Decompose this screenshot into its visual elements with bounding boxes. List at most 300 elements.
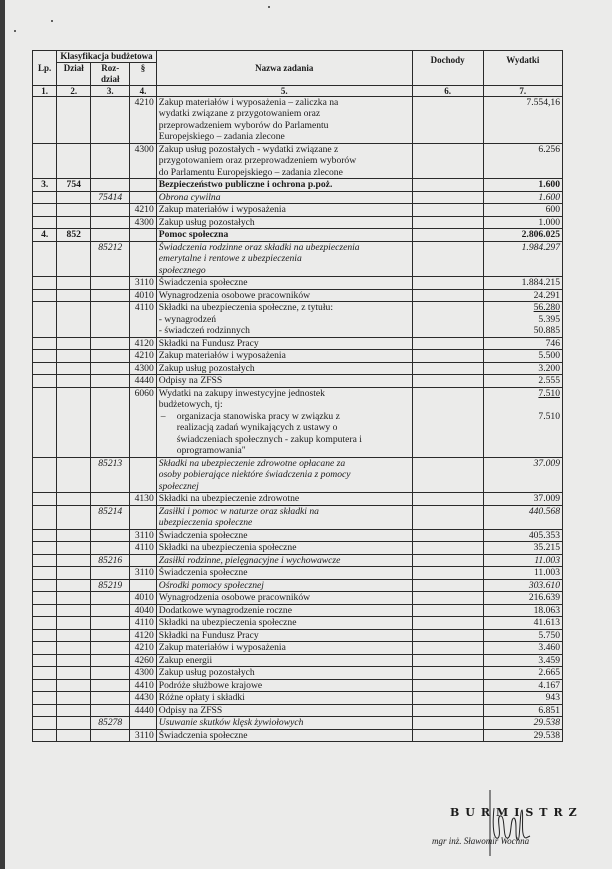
column-number: 1. xyxy=(33,85,57,96)
cell-dochody xyxy=(412,529,483,542)
table-row xyxy=(33,729,563,742)
cell-paragraf: 3110 xyxy=(130,529,156,542)
table-row xyxy=(33,216,563,229)
cell-nazwa xyxy=(156,592,412,605)
cell-nazwa xyxy=(156,717,412,730)
table-row xyxy=(33,529,563,542)
wydatki-value: 2.555 xyxy=(538,375,560,386)
cell-dzial xyxy=(57,704,91,717)
cell-lp xyxy=(33,629,57,642)
table-row xyxy=(33,604,563,617)
cell-paragraf: 4120 xyxy=(130,337,156,350)
cell-dochody xyxy=(412,493,483,506)
cell-rozdzial xyxy=(91,289,130,302)
nazwa-line: Świadczenia społeczne xyxy=(158,729,248,741)
cell-nazwa xyxy=(156,692,412,705)
cell-dzial xyxy=(57,375,91,388)
cell-dzial xyxy=(57,387,91,457)
cell-lp xyxy=(33,579,57,592)
cell-wydatki xyxy=(483,229,562,242)
cell-rozdzial xyxy=(91,337,130,350)
cell-lp xyxy=(33,529,57,542)
cell-paragraf: 4430 xyxy=(130,692,156,705)
cell-dzial xyxy=(57,617,91,630)
wydatki-value: 6.851 xyxy=(538,704,560,716)
cell-dochody xyxy=(412,729,483,742)
cell-nazwa xyxy=(156,387,412,457)
cell-wydatki xyxy=(483,579,562,592)
column-number: 5. xyxy=(156,85,412,96)
table-row xyxy=(33,350,563,363)
cell-dochody xyxy=(412,717,483,730)
bullet-line: świadczeniach społecznych - zakup komputera i xyxy=(176,433,362,445)
cell-paragraf: 4410 xyxy=(130,679,156,692)
wydatki-value: 5.750 xyxy=(538,629,560,641)
cell-nazwa xyxy=(156,642,412,655)
cell-lp xyxy=(33,350,57,363)
header-lp: Lp. xyxy=(33,51,57,86)
nazwa-line: Zakup usług pozostałych xyxy=(158,216,255,228)
cell-dzial xyxy=(57,96,91,143)
wydatki-value: 303.610 xyxy=(528,579,560,591)
table-row xyxy=(33,542,563,555)
cell-rozdzial: 75414 xyxy=(91,191,130,204)
nazwa-line: przeprowadzeniem wyborów do Parlamentu xyxy=(158,119,329,131)
cell-paragraf: 3110 xyxy=(130,729,156,742)
column-numbers-row xyxy=(33,85,563,96)
cell-nazwa xyxy=(156,554,412,567)
cell-dochody xyxy=(412,692,483,705)
cell-paragraf: 4210 xyxy=(130,642,156,655)
cell-nazwa xyxy=(156,505,412,529)
cell-paragraf: 4110 xyxy=(130,542,156,555)
scan-edge xyxy=(0,0,5,869)
cell-nazwa xyxy=(156,457,412,493)
cell-dochody xyxy=(412,204,483,217)
cell-nazwa xyxy=(156,204,412,217)
cell-lp xyxy=(33,592,57,605)
cell-paragraf: 4440 xyxy=(130,375,156,388)
nazwa-line: Wydatki na zakupy inwestycyjne jednostek xyxy=(158,387,325,399)
cell-paragraf xyxy=(130,229,156,242)
cell-lp xyxy=(33,717,57,730)
cell-nazwa xyxy=(156,362,412,375)
subsection-row xyxy=(33,717,563,730)
cell-lp xyxy=(33,704,57,717)
cell-nazwa xyxy=(156,143,412,179)
header-wydatki: Wydatki xyxy=(483,51,562,86)
wydatki-value: 1.600 xyxy=(538,179,560,190)
cell-dzial xyxy=(57,302,91,338)
cell-dzial xyxy=(57,654,91,667)
nazwa-line: Dodatkowe wynagrodzenie roczne xyxy=(158,604,292,616)
cell-paragraf: 4440 xyxy=(130,704,156,717)
cell-rozdzial: 85219 xyxy=(91,579,130,592)
cell-nazwa xyxy=(156,277,412,290)
cell-rozdzial xyxy=(91,654,130,667)
cell-dzial xyxy=(57,542,91,555)
wydatki-value: 6.256 xyxy=(538,143,560,155)
cell-paragraf: 4300 xyxy=(130,216,156,229)
cell-wydatki xyxy=(483,362,562,375)
cell-dochody xyxy=(412,302,483,338)
cell-dochody xyxy=(412,604,483,617)
subsection-row xyxy=(33,554,563,567)
cell-wydatki xyxy=(483,654,562,667)
wydatki-value: 37.009 xyxy=(533,457,560,469)
cell-rozdzial xyxy=(91,542,130,555)
subsection-row xyxy=(33,457,563,493)
column-number: 6. xyxy=(412,85,483,96)
nazwa-line: Świadczenia społeczne xyxy=(158,529,248,541)
table-row xyxy=(33,277,563,290)
cell-lp xyxy=(33,362,57,375)
nazwa-line: - świadczeń rodzinnych xyxy=(158,325,250,336)
nazwa-line: Zakup usług pozostałych xyxy=(158,667,255,678)
cell-paragraf xyxy=(130,179,156,192)
cell-nazwa xyxy=(156,729,412,742)
cell-dochody xyxy=(412,617,483,630)
cell-dzial xyxy=(57,592,91,605)
cell-rozdzial: 85212 xyxy=(91,241,130,277)
cell-nazwa xyxy=(156,493,412,506)
cell-dochody xyxy=(412,579,483,592)
cell-lp xyxy=(33,567,57,580)
cell-wydatki xyxy=(483,191,562,204)
nazwa-line: emerytalne i rentowe z ubezpieczenia xyxy=(158,253,302,264)
nazwa-line: Zakup usług pozostałych - wydatki związane z xyxy=(158,143,339,155)
wydatki-value: 1.600 xyxy=(538,191,560,203)
cell-rozdzial xyxy=(91,216,130,229)
cell-nazwa xyxy=(156,375,412,388)
cell-paragraf xyxy=(130,191,156,204)
cell-rozdzial xyxy=(91,729,130,742)
cell-lp xyxy=(33,457,57,493)
table-row xyxy=(33,679,563,692)
cell-paragraf: 3110 xyxy=(130,567,156,580)
cell-rozdzial xyxy=(91,375,130,388)
cell-rozdzial: 85278 xyxy=(91,717,130,730)
wydatki-value: 24.291 xyxy=(533,289,560,301)
cell-dzial xyxy=(57,277,91,290)
wydatki-value xyxy=(486,399,560,411)
nazwa-line: Składki na Fundusz Pracy xyxy=(158,629,259,641)
cell-paragraf: 4130 xyxy=(130,493,156,506)
cell-dochody xyxy=(412,143,483,179)
cell-dochody xyxy=(412,554,483,567)
cell-dzial xyxy=(57,241,91,277)
table-row xyxy=(33,143,563,179)
nazwa-line: Usuwanie skutków klęsk żywiołowych xyxy=(158,717,304,728)
cell-dzial xyxy=(57,493,91,506)
cell-dochody xyxy=(412,216,483,229)
cell-lp xyxy=(33,302,57,338)
cell-lp xyxy=(33,375,57,388)
cell-dochody xyxy=(412,667,483,680)
cell-rozdzial xyxy=(91,604,130,617)
wydatki-value: 5.500 xyxy=(538,350,560,361)
section-row xyxy=(33,179,563,192)
cell-paragraf xyxy=(130,505,156,529)
cell-lp xyxy=(33,493,57,506)
cell-wydatki xyxy=(483,387,562,457)
cell-lp xyxy=(33,667,57,680)
cell-dzial xyxy=(57,337,91,350)
cell-paragraf: 4260 xyxy=(130,654,156,667)
cell-dochody xyxy=(412,387,483,457)
cell-wydatki xyxy=(483,642,562,655)
cell-dzial xyxy=(57,529,91,542)
wydatki-value: 1.984.297 xyxy=(521,241,560,253)
nazwa-line: Zasiłki rodzinne, pielęgnacyjne i wychowawcze xyxy=(158,554,341,566)
nazwa-line: Świadczenia społeczne xyxy=(158,277,248,288)
cell-paragraf: 4210 xyxy=(130,204,156,217)
cell-rozdzial xyxy=(91,642,130,655)
nazwa-line: Zakup energii xyxy=(158,654,213,666)
section-row xyxy=(33,229,563,242)
wydatki-value: 216.639 xyxy=(528,592,560,603)
cell-lp xyxy=(33,337,57,350)
cell-dzial xyxy=(57,579,91,592)
cell-rozdzial xyxy=(91,277,130,290)
cell-rozdzial xyxy=(91,617,130,630)
cell-dochody xyxy=(412,241,483,277)
cell-lp xyxy=(33,204,57,217)
cell-dochody xyxy=(412,542,483,555)
table-row xyxy=(33,375,563,388)
nazwa-line: Wynagrodzenia osobowe pracowników xyxy=(158,592,311,603)
cell-nazwa xyxy=(156,529,412,542)
cell-rozdzial xyxy=(91,629,130,642)
cell-lp: 3. xyxy=(33,179,57,192)
cell-paragraf xyxy=(130,554,156,567)
cell-lp xyxy=(33,505,57,529)
cell-wydatki xyxy=(483,617,562,630)
cell-rozdzial: 85213 xyxy=(91,457,130,493)
cell-dzial xyxy=(57,567,91,580)
cell-paragraf xyxy=(130,241,156,277)
cell-rozdzial xyxy=(91,96,130,143)
cell-dzial xyxy=(57,216,91,229)
cell-dochody xyxy=(412,289,483,302)
wydatki-value: 3.460 xyxy=(538,642,560,653)
wydatki-value: 50.885 xyxy=(533,325,560,336)
cell-lp xyxy=(33,241,57,277)
cell-dzial xyxy=(57,554,91,567)
table-row xyxy=(33,493,563,506)
wydatki-value: 2.806.025 xyxy=(521,229,560,240)
cell-dochody xyxy=(412,191,483,204)
cell-dochody xyxy=(412,457,483,493)
bullet-item xyxy=(159,411,410,457)
cell-wydatki xyxy=(483,567,562,580)
cell-rozdzial xyxy=(91,387,130,457)
cell-wydatki xyxy=(483,204,562,217)
nazwa-line: Różne opłaty i składki xyxy=(158,692,245,703)
signature-block xyxy=(432,800,610,865)
cell-dzial: 852 xyxy=(57,229,91,242)
cell-nazwa xyxy=(156,567,412,580)
cell-lp xyxy=(33,654,57,667)
column-number: 7. xyxy=(483,85,562,96)
nazwa-line: Zakup materiałów i wyposażenia – zaliczka na xyxy=(158,96,339,108)
cell-rozdzial xyxy=(91,204,130,217)
cell-nazwa xyxy=(156,289,412,302)
cell-paragraf: 4110 xyxy=(130,302,156,338)
cell-paragraf: 4040 xyxy=(130,604,156,617)
nazwa-line: - wynagrodzeń xyxy=(158,313,217,325)
cell-paragraf xyxy=(130,457,156,493)
wydatki-value: 5.395 xyxy=(538,313,560,325)
cell-paragraf: 6060 xyxy=(130,387,156,457)
cell-lp xyxy=(33,679,57,692)
header-paragraf: § xyxy=(130,62,156,85)
wydatki-value: 35.215 xyxy=(533,542,560,553)
table-row xyxy=(33,204,563,217)
cell-paragraf: 4010 xyxy=(130,592,156,605)
nazwa-line: ubezpieczenia społeczne xyxy=(158,517,253,528)
cell-dochody xyxy=(412,505,483,529)
nazwa-line: Obrona cywilna xyxy=(158,191,221,203)
cell-dzial xyxy=(57,191,91,204)
table-row xyxy=(33,667,563,680)
subsection-row xyxy=(33,579,563,592)
cell-dochody xyxy=(412,179,483,192)
cell-dzial xyxy=(57,667,91,680)
cell-wydatki xyxy=(483,542,562,555)
nazwa-line: osoby pobierające niektóre świadczenia z pomocy xyxy=(158,469,351,480)
cell-nazwa xyxy=(156,704,412,717)
wydatki-value: 29.538 xyxy=(533,729,560,741)
nazwa-line: przygotowaniem oraz przeprowadzeniem wyborów xyxy=(158,155,357,166)
cell-nazwa xyxy=(156,654,412,667)
cell-dochody xyxy=(412,704,483,717)
subsection-row xyxy=(33,191,563,204)
wydatki-value: 37.009 xyxy=(533,493,560,504)
cell-paragraf: 4120 xyxy=(130,629,156,642)
cell-nazwa xyxy=(156,229,412,242)
wydatki-value: 3.459 xyxy=(538,654,560,666)
cell-dochody xyxy=(412,679,483,692)
cell-wydatki xyxy=(483,529,562,542)
cell-wydatki xyxy=(483,505,562,529)
cell-dochody xyxy=(412,362,483,375)
table-row xyxy=(33,642,563,655)
cell-nazwa xyxy=(156,302,412,338)
cell-rozdzial xyxy=(91,529,130,542)
cell-wydatki xyxy=(483,289,562,302)
cell-dochody xyxy=(412,375,483,388)
wydatki-value: 11.003 xyxy=(534,554,560,566)
cell-dzial xyxy=(57,457,91,493)
budget-rows xyxy=(33,96,563,742)
cell-nazwa xyxy=(156,542,412,555)
table-row xyxy=(33,289,563,302)
cell-nazwa xyxy=(156,629,412,642)
scan-speck xyxy=(268,6,270,8)
column-number: 3. xyxy=(91,85,130,96)
nazwa-line: Składki na Fundusz Pracy xyxy=(158,337,259,349)
cell-dochody xyxy=(412,654,483,667)
nazwa-line: Składki na ubezpieczenie zdrowotne xyxy=(158,493,300,504)
cell-dzial xyxy=(57,717,91,730)
cell-wydatki xyxy=(483,592,562,605)
cell-dzial xyxy=(57,604,91,617)
cell-dochody xyxy=(412,96,483,143)
cell-wydatki xyxy=(483,717,562,730)
nazwa-line: Zakup materiałów i wyposażenia xyxy=(158,204,286,215)
cell-lp xyxy=(33,191,57,204)
cell-wydatki xyxy=(483,302,562,338)
nazwa-line: Odpisy na ZFSS xyxy=(158,375,223,386)
table-row xyxy=(33,704,563,717)
nazwa-line: Składki na ubezpieczenie zdrowotne opłacane za xyxy=(158,457,346,469)
cell-dochody xyxy=(412,629,483,642)
cell-wydatki xyxy=(483,704,562,717)
wydatki-value: 41.613 xyxy=(533,617,560,628)
header-klasyfikacja: Klasyfikacja budżetowa xyxy=(57,51,156,63)
table-row xyxy=(33,337,563,350)
header-row xyxy=(33,51,563,63)
wydatki-value: 600 xyxy=(545,204,560,215)
nazwa-line: Świadczenia rodzinne oraz składki na ubezpieczenia xyxy=(158,241,360,253)
cell-wydatki xyxy=(483,667,562,680)
table-row xyxy=(33,629,563,642)
signature-name: mgr inż. Sławomir Wochna xyxy=(432,836,530,846)
cell-wydatki xyxy=(483,216,562,229)
cell-rozdzial xyxy=(91,592,130,605)
cell-nazwa xyxy=(156,604,412,617)
wydatki-value: 7.510 xyxy=(538,410,560,422)
wydatki-value: 11.003 xyxy=(533,567,560,578)
nazwa-line: budżetowych, tj: xyxy=(158,399,223,410)
wydatki-value: 4.167 xyxy=(538,679,560,691)
cell-nazwa xyxy=(156,96,412,143)
budget-table xyxy=(32,50,563,742)
cell-dochody xyxy=(412,642,483,655)
wydatki-value: 2.665 xyxy=(538,667,560,678)
cell-dochody xyxy=(412,337,483,350)
cell-wydatki xyxy=(483,457,562,493)
cell-lp xyxy=(33,604,57,617)
cell-rozdzial: 85214 xyxy=(91,505,130,529)
cell-wydatki xyxy=(483,679,562,692)
cell-dochody xyxy=(412,567,483,580)
nazwa-line: Składki na ubezpieczenia społeczne xyxy=(158,542,297,553)
table-row xyxy=(33,567,563,580)
nazwa-line: społecznego xyxy=(158,264,206,276)
cell-dzial xyxy=(57,505,91,529)
cell-lp xyxy=(33,387,57,457)
cell-lp: 4. xyxy=(33,229,57,242)
bullet-line: oprogramowania" xyxy=(176,445,246,456)
cell-wydatki xyxy=(483,350,562,363)
cell-paragraf: 4210 xyxy=(130,350,156,363)
cell-wydatki xyxy=(483,729,562,742)
cell-lp xyxy=(33,289,57,302)
cell-rozdzial xyxy=(91,704,130,717)
nazwa-line: Zasiłki i pomoc w naturze oraz składki na xyxy=(158,505,319,517)
cell-nazwa xyxy=(156,241,412,277)
scan-speck xyxy=(14,30,16,32)
cell-dzial xyxy=(57,350,91,363)
cell-wydatki xyxy=(483,375,562,388)
nazwa-line: Ośrodki pomocy społecznej xyxy=(158,579,264,591)
table-row xyxy=(33,387,563,457)
cell-lp xyxy=(33,143,57,179)
column-number: 4. xyxy=(130,85,156,96)
cell-nazwa xyxy=(156,216,412,229)
